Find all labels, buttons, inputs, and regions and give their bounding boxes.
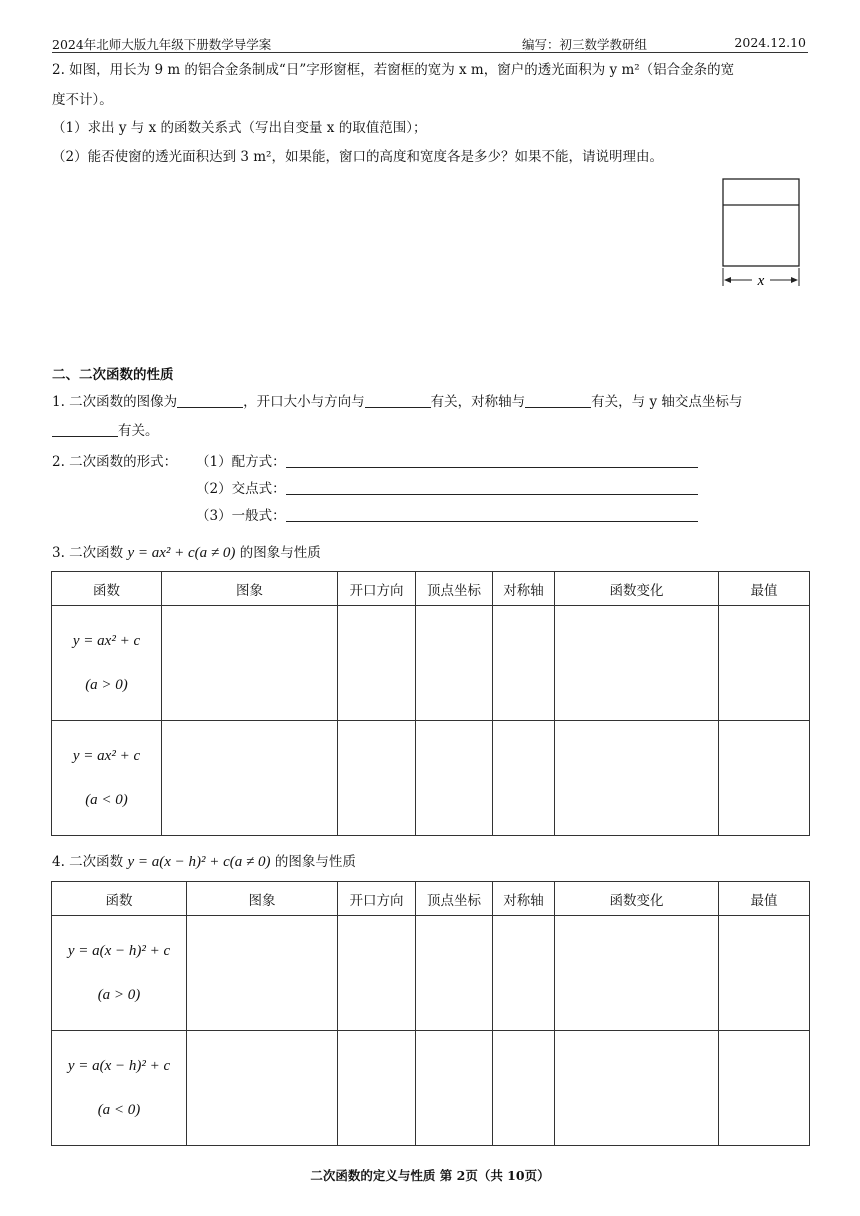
page-footer: 二次函数的定义与性质 第 2页（共 10页） [310, 1168, 550, 1183]
section2-item1: 1. 二次函数的图像为 ，开口大小与方向与 有关，对称轴与 有关，与 y 轴交点坐标与 [52, 394, 743, 410]
dim-arrow-right [791, 277, 798, 283]
table-row [52, 606, 810, 721]
function-cell [52, 721, 162, 836]
function-formula: y = ax² + c [72, 633, 141, 649]
window-outer-frame [723, 179, 799, 266]
table4-header: 顶点坐标 [416, 882, 493, 916]
table3-header-row [52, 572, 810, 606]
header-left: 2024年北师大版九年级下册数学导学案 [52, 37, 272, 52]
dim-arrow-left [724, 277, 731, 283]
table4-header: 函数变化 [555, 882, 719, 916]
function-condition: (a > 0) [97, 987, 141, 1003]
table3-header: 最值 [719, 572, 810, 606]
table3-header: 函数变化 [555, 572, 719, 606]
table3-caption: 3. 二次函数 y = ax² + c(a ≠ 0) 的图象与性质 [52, 545, 321, 561]
page-header [52, 34, 808, 53]
table-row [52, 1031, 810, 1146]
table4-caption: 4. 二次函数 y = a(x − h)² + c(a ≠ 0) 的图象与性质 [52, 854, 356, 870]
header-center: 编写：初三数学教研组 [522, 37, 648, 52]
table3-caption-formula: y = ax² + c(a ≠ 0) [127, 545, 236, 561]
table4-header: 图象 [187, 882, 338, 916]
function-formula: y = a(x − h)² + c [67, 1058, 171, 1074]
header-right: 2024.12.10 [734, 35, 806, 50]
section2-title: 二、二次函数的性质 [52, 367, 174, 383]
form-intercept: （2）交点式： [196, 477, 698, 497]
function-formula: y = a(x − h)² + c [67, 943, 171, 959]
table4-caption-formula: y = a(x − h)² + c(a ≠ 0) [127, 854, 271, 870]
table3-header: 对称轴 [493, 572, 555, 606]
dim-label-x: x [757, 273, 765, 289]
function-cell [52, 916, 187, 1031]
function-cell [52, 1031, 187, 1146]
form-vertex: （1）配方式： [196, 450, 698, 470]
table4-header: 最值 [719, 882, 810, 916]
problem2-line2: 度不计）。 [52, 92, 113, 108]
function-condition: (a < 0) [97, 1102, 141, 1118]
function-formula: y = ax² + c [72, 748, 141, 764]
problem2-question1: （1）求出 y 与 x 的函数关系式（写出自变量 x 的取值范围）； [52, 120, 427, 136]
table-row [52, 916, 810, 1031]
table3 [51, 571, 810, 836]
table4-header: 对称轴 [493, 882, 555, 916]
form-general: （3）一般式： [196, 504, 698, 524]
problem2-question2: （2）能否使窗的透光面积达到 3 m²，如果能，窗口的高度和宽度各是多少？如果不能，请说明理由。 [52, 149, 663, 165]
window-frame-figure [718, 176, 806, 290]
function-cell [52, 606, 162, 721]
section2-item2-label: 2. 二次函数的形式： [52, 454, 178, 470]
problem2-line1: 2. 如图，用长为 9 m 的铝合金条制成“日”字形窗框，若窗框的宽为 x m，窗户的透光面积为 y m²（铝合金条的宽 [52, 62, 735, 78]
section2-item1-cont: 有关。 [52, 419, 159, 439]
table4-header: 函数 [52, 882, 187, 916]
table4-header-row [52, 882, 810, 916]
table3-header: 函数 [52, 572, 162, 606]
table3-header: 图象 [162, 572, 338, 606]
table-row [52, 721, 810, 836]
function-condition: (a > 0) [85, 677, 128, 693]
table4-header: 开口方向 [338, 882, 416, 916]
table4 [51, 881, 810, 1146]
function-condition: (a < 0) [85, 792, 128, 808]
table3-header: 顶点坐标 [416, 572, 493, 606]
table3-header: 开口方向 [338, 572, 416, 606]
